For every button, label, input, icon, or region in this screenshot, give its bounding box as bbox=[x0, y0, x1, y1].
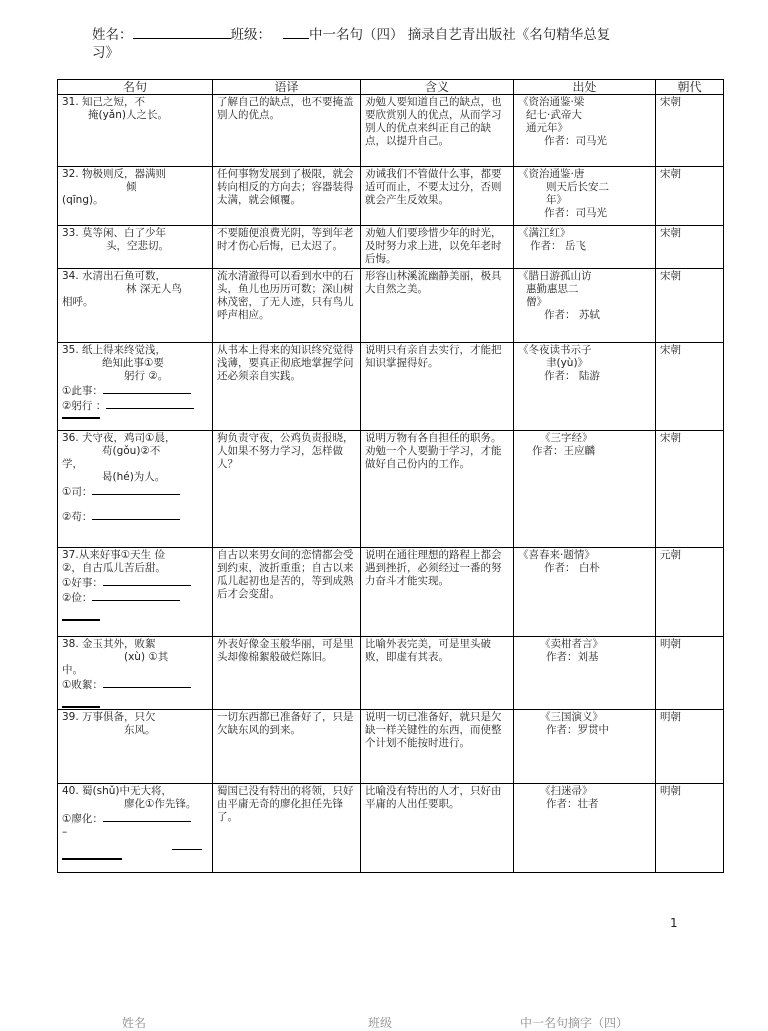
translation-cell: 自古以来男女间的恋情都会受到约束，波折重重；自古以来瓜儿起初也是苦的，等到成熟后才会变甜。 bbox=[213, 548, 361, 637]
table-row bbox=[58, 784, 724, 873]
answer-blank[interactable] bbox=[106, 398, 194, 409]
class-blank[interactable] bbox=[283, 26, 309, 39]
col-header-source: 出处 bbox=[514, 80, 656, 95]
page-number: 1 bbox=[670, 916, 678, 930]
dynasty-cell: 宋朝 bbox=[656, 95, 724, 167]
translation-cell: 任何事物发展到了极限，就会转向相反的方向去；容器装得太满，就会倾覆。 bbox=[213, 167, 361, 226]
quote-cell: 31. 知己之短，不 掩(yǎn)人之长。 bbox=[58, 95, 213, 167]
quote-cell: 33. 莫等闲、白了少年 头，空悲切。 bbox=[58, 226, 213, 269]
name-blank[interactable] bbox=[133, 26, 231, 39]
next-page-header-fragment bbox=[0, 1016, 768, 1030]
answer-blank[interactable] bbox=[103, 811, 191, 822]
table-row bbox=[58, 548, 724, 637]
col-header-quote: 名句 bbox=[58, 80, 213, 95]
source-cell: 《卖柑者言》 作者：刘基 bbox=[514, 637, 656, 710]
translation-cell: 蜀国已没有特出的将领，只好由平庸无奇的廖化担任先锋了。 bbox=[213, 784, 361, 873]
translation-cell: 不要随便浪费光阴，等到年老时才伤心后悔，已太迟了。 bbox=[213, 226, 361, 269]
source-cell: 《资治通鉴·唐 则天后长安二 年》 作者：司马光 bbox=[514, 167, 656, 226]
source-cell: 《腊日游孤山访 惠勤惠思二 僧》 作者： 苏轼 bbox=[514, 269, 656, 343]
col-header-translation: 语译 bbox=[213, 80, 361, 95]
quote-cell: 40. 蜀(shǔ)中无大将， 廖化①作先锋。 ①廖化： – bbox=[58, 784, 213, 873]
dynasty-cell: 宋朝 bbox=[656, 431, 724, 548]
answer-blank[interactable] bbox=[92, 484, 180, 495]
translation-cell: 流水清澈得可以看到水中的石头，鱼儿也历历可数；深山树林茂密，了无人迹，只有鸟儿呼声相应。 bbox=[213, 269, 361, 343]
source-cell: 《扫迷帚》 作者：壮者 bbox=[514, 784, 656, 873]
source-cell: 《冬夜读书示子 聿(yù)》 作者： 陆游 bbox=[514, 343, 656, 431]
dynasty-cell: 明朝 bbox=[656, 637, 724, 710]
table-row bbox=[58, 343, 724, 431]
translation-cell: 一切东西都已准备好了，只是欠缺东风的到来。 bbox=[213, 710, 361, 784]
table-header-row bbox=[58, 80, 724, 95]
table-row bbox=[58, 269, 724, 343]
answer-blank[interactable] bbox=[92, 509, 180, 520]
translation-cell: 狗负责守夜，公鸡负责报晓，人如果不努力学习，怎样做人？ bbox=[213, 431, 361, 548]
name-label: 姓名： bbox=[92, 27, 133, 43]
meaning-cell: 说明只有亲自去实行，才能把知识掌握得好。 bbox=[361, 343, 514, 431]
answer-blank[interactable] bbox=[103, 677, 191, 688]
quotes-table bbox=[57, 79, 724, 873]
table-row bbox=[58, 226, 724, 269]
worksheet-header bbox=[92, 26, 692, 62]
source-cell: 《喜春来·题情》 作者： 白朴 bbox=[514, 548, 656, 637]
quote-cell: 36. 犬守夜，鸡司①晨， 苟(gǒu)②不 学， 曷(hé)为人。 ①司： ②苟： bbox=[58, 431, 213, 548]
meaning-cell: 劝勉人要知道自己的缺点，也要欣赏别人的优点，从而学习别人的优点来纠正自己的缺点，以提升自己。 bbox=[361, 95, 514, 167]
dynasty-cell: 宋朝 bbox=[656, 269, 724, 343]
translation-cell: 了解自己的缺点，也不要掩盖别人的优点。 bbox=[213, 95, 361, 167]
meaning-cell: 说明万物有各自担任的职务。劝勉一个人要勤于学习，才能做好自己份内的工作。 bbox=[361, 431, 514, 548]
meaning-cell: 劝勉人们要珍惜少年的时光，及时努力求上进，以免年老时后悔。 bbox=[361, 226, 514, 269]
quote-cell: 37.从来好事①天生 俭 ②，自古瓜儿苦后甜。 ①好事： ②俭： bbox=[58, 548, 213, 637]
meaning-cell: 说明在通往理想的路程上都会遇到挫折，必须经过一番的努力奋斗才能实现。 bbox=[361, 548, 514, 637]
dynasty-cell: 明朝 bbox=[656, 784, 724, 873]
worksheet-title-wrap: 习》 bbox=[92, 45, 119, 61]
table-row bbox=[58, 431, 724, 548]
class-label: 班级： bbox=[230, 27, 271, 43]
meaning-cell: 比喻没有特出的人才，只好由平庸的人出任要职。 bbox=[361, 784, 514, 873]
dynasty-cell: 元朝 bbox=[656, 548, 724, 637]
meaning-cell: 比喻外表完美，可是里头破败，即虚有其表。 bbox=[361, 637, 514, 710]
answer-blank[interactable] bbox=[92, 590, 180, 601]
dynasty-cell: 宋朝 bbox=[656, 343, 724, 431]
quote-cell: 32. 物极则反，器满则 倾 (qīng)。 bbox=[58, 167, 213, 226]
translation-cell: 从书本上得来的知识终究觉得浅薄，要真正彻底地掌握学问还必须亲自实践。 bbox=[213, 343, 361, 431]
dynasty-cell: 宋朝 bbox=[656, 167, 724, 226]
worksheet-title: 中一名句（四） 摘录自艺青出版社《名句精华总复 bbox=[309, 27, 611, 43]
source-cell: 《满江红》 作者： 岳飞 bbox=[514, 226, 656, 269]
table-row bbox=[58, 710, 724, 784]
table-row bbox=[58, 95, 724, 167]
meaning-cell: 劝诫我们不管做什么事，都要适可而止，不要太过分，否则就会产生反效果。 bbox=[361, 167, 514, 226]
meaning-cell: 说明一切已准备好，就只是欠缺一样关键性的东西，而使整个计划不能按时进行。 bbox=[361, 710, 514, 784]
quote-cell: 35. 纸上得来终觉浅， 绝知此事①要 躬行 ②。 ①此事： ②躬行 ： bbox=[58, 343, 213, 431]
source-cell: 《三国演义》 作者：罗贯中 bbox=[514, 710, 656, 784]
dynasty-cell: 宋朝 bbox=[656, 226, 724, 269]
source-cell: 《资治通鉴·梁 纪七·武帝大 通元年》 作者：司马光 bbox=[514, 95, 656, 167]
table-row bbox=[58, 167, 724, 226]
table-row bbox=[58, 637, 724, 710]
answer-blank[interactable] bbox=[103, 383, 191, 394]
col-header-dynasty: 朝代 bbox=[656, 80, 724, 95]
ghost-title: 中一名句摘字（四） bbox=[520, 1016, 629, 1030]
translation-cell: 外表好像金玉般华丽，可是里头却像棉絮般破烂陈旧。 bbox=[213, 637, 361, 710]
meaning-cell: 形容山林溪流幽静美丽，极具大自然之美。 bbox=[361, 269, 514, 343]
quote-cell: 39. 万事俱备，只欠 东风。 bbox=[58, 710, 213, 784]
source-cell: 《三字经》 作者：王应麟 bbox=[514, 431, 656, 548]
quote-cell: 34. 水清出石鱼可数， 林 深无人鸟 相呼。 bbox=[58, 269, 213, 343]
ghost-name-label: 姓名 bbox=[122, 1016, 147, 1030]
quote-cell: 38. 金玉其外，败絮 (xù) ①其 中。 ①败絮： bbox=[58, 637, 213, 710]
dynasty-cell: 明朝 bbox=[656, 710, 724, 784]
answer-blank[interactable] bbox=[103, 575, 191, 586]
col-header-meaning: 含义 bbox=[361, 80, 514, 95]
ghost-class-label: 班级 bbox=[368, 1016, 393, 1030]
